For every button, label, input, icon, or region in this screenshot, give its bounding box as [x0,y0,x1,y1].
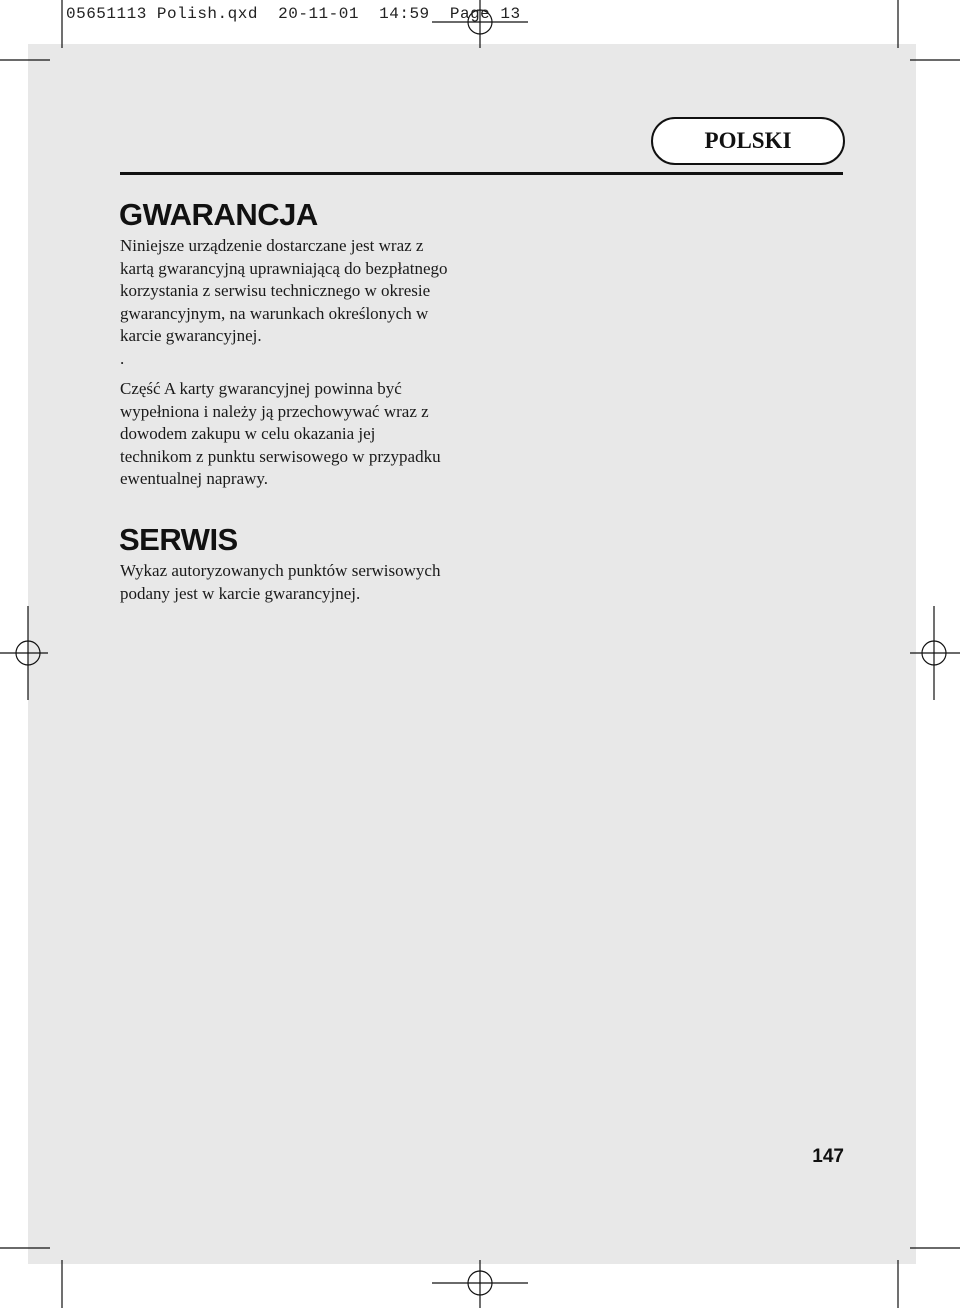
warranty-paragraph-1: Niniejsze urządzenie dostarczane jest wraz z kartą gwarancyjną uprawniającą do bezpłatnego korzystania z serwisu technicznego w okresie gwarancyjnym, na warunkach określonych w karcie gwarancyjnej. . [120,236,448,368]
service-heading: SERWIS [119,522,238,557]
language-tab [651,117,845,165]
registration-mark-right [910,606,960,700]
header-rule [120,172,843,175]
registration-mark-left [0,606,48,700]
warranty-heading: GWARANCJA [119,197,318,232]
warranty-paragraph-2: Część A karty gwarancyjnej powinna być wypełniona i należy ją przechowywać wraz z dowodem zakupu w celu okazania jej technikom z punktu serwisowego w przypadku ewentualnej naprawy. [120,379,441,489]
print-slug-line: 05651113 Polish.qxd 20-11-01 14:59 Page 13 [66,5,521,23]
page-number: 147 [812,1146,844,1167]
language-tab-label: POLSKI [704,128,792,153]
registration-mark-bottom [432,1260,528,1308]
service-paragraph: Wykaz autoryzowanych punktów serwisowych podany jest w karcie gwarancyjnej. [120,561,441,603]
